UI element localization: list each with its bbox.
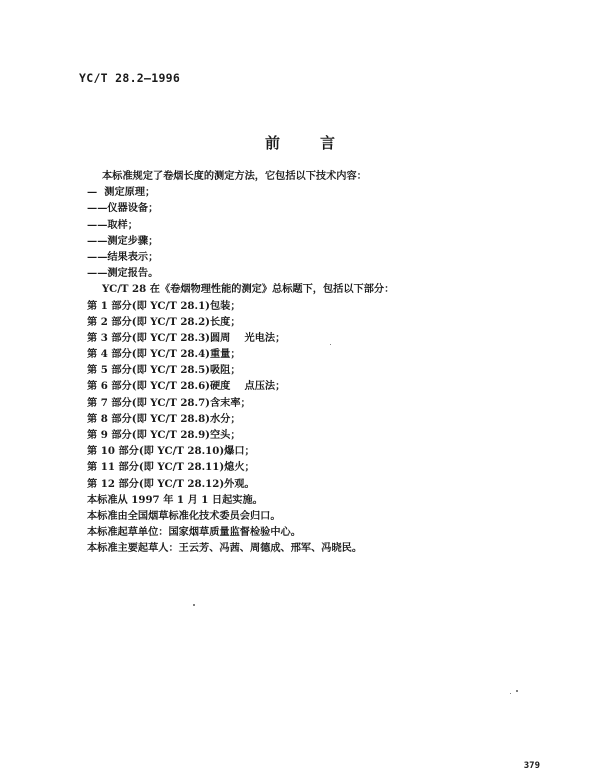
part-item: 第 7 部分(即 YC/T 28.7)含末率； [87, 396, 251, 409]
list-item: — 测定原理； [87, 186, 156, 199]
document-body [87, 168, 527, 557]
scan-speck [193, 604, 195, 606]
part-item: 第 9 部分(即 YC/T 28.9)空头； [87, 429, 241, 441]
part-item: 第 8 部分(即 YC/T 28.8)水分； [87, 412, 241, 425]
intro-paragraph: 本标准规定了卷烟长度的测定方法，它包括以下技术内容： [102, 170, 367, 182]
list-item: ——测定报告。 [87, 267, 159, 280]
closing-line: 本标准从 1997 年 1 月 1 日起实施。 [87, 493, 263, 506]
parts-list [87, 298, 527, 492]
closing-line: 本标准起草单位：国家烟草质量监督检验中心。 [87, 526, 301, 539]
part-item: 第 3 部分(即 YC/T 28.3)圆周 光电法； [87, 331, 286, 344]
list-item: ——测定步骤； [87, 234, 159, 247]
standard-code: YC/T 28.2—1996 [79, 71, 181, 85]
scan-speck [510, 693, 511, 694]
part-item: 第 12 部分(即 YC/T 28.12)外观。 [87, 477, 255, 490]
part-item: 第 5 部分(即 YC/T 28.5)吸阻； [87, 364, 241, 377]
part-item: 第 6 部分(即 YC/T 28.6)硬度 点压法； [87, 380, 286, 393]
part-item: 第 2 部分(即 YC/T 28.2)长度； [87, 315, 241, 328]
part-item: 第 1 部分(即 YC/T 28.1)包装； [87, 299, 241, 312]
parts-intro-paragraph: YC/T 28 在《卷烟物理性能的测定》总标题下，包括以下部分： [102, 283, 395, 296]
page-title: 前言 [264, 134, 375, 152]
closing-paragraphs [87, 492, 527, 557]
part-item: 第 11 部分(即 YC/T 28.11)熄火； [87, 461, 255, 474]
part-item: 第 10 部分(即 YC/T 28.10)爆口； [87, 445, 255, 458]
scan-speck [516, 690, 518, 692]
page-number: 379 [523, 761, 540, 771]
list-item: ——结果表示； [87, 250, 159, 263]
list-item: ——取样； [87, 218, 138, 231]
scan-speck [330, 344, 331, 345]
closing-line: 本标准由全国烟草标准化技术委员会归口。 [87, 509, 281, 522]
list-item: ——仪器设备； [87, 202, 159, 215]
closing-line: 本标准主要起草人：王云芳、冯茜、周德成、邢军、冯晓民。 [87, 542, 363, 555]
technical-content-list [87, 184, 527, 281]
part-item: 第 4 部分(即 YC/T 28.4)重量； [87, 348, 241, 361]
